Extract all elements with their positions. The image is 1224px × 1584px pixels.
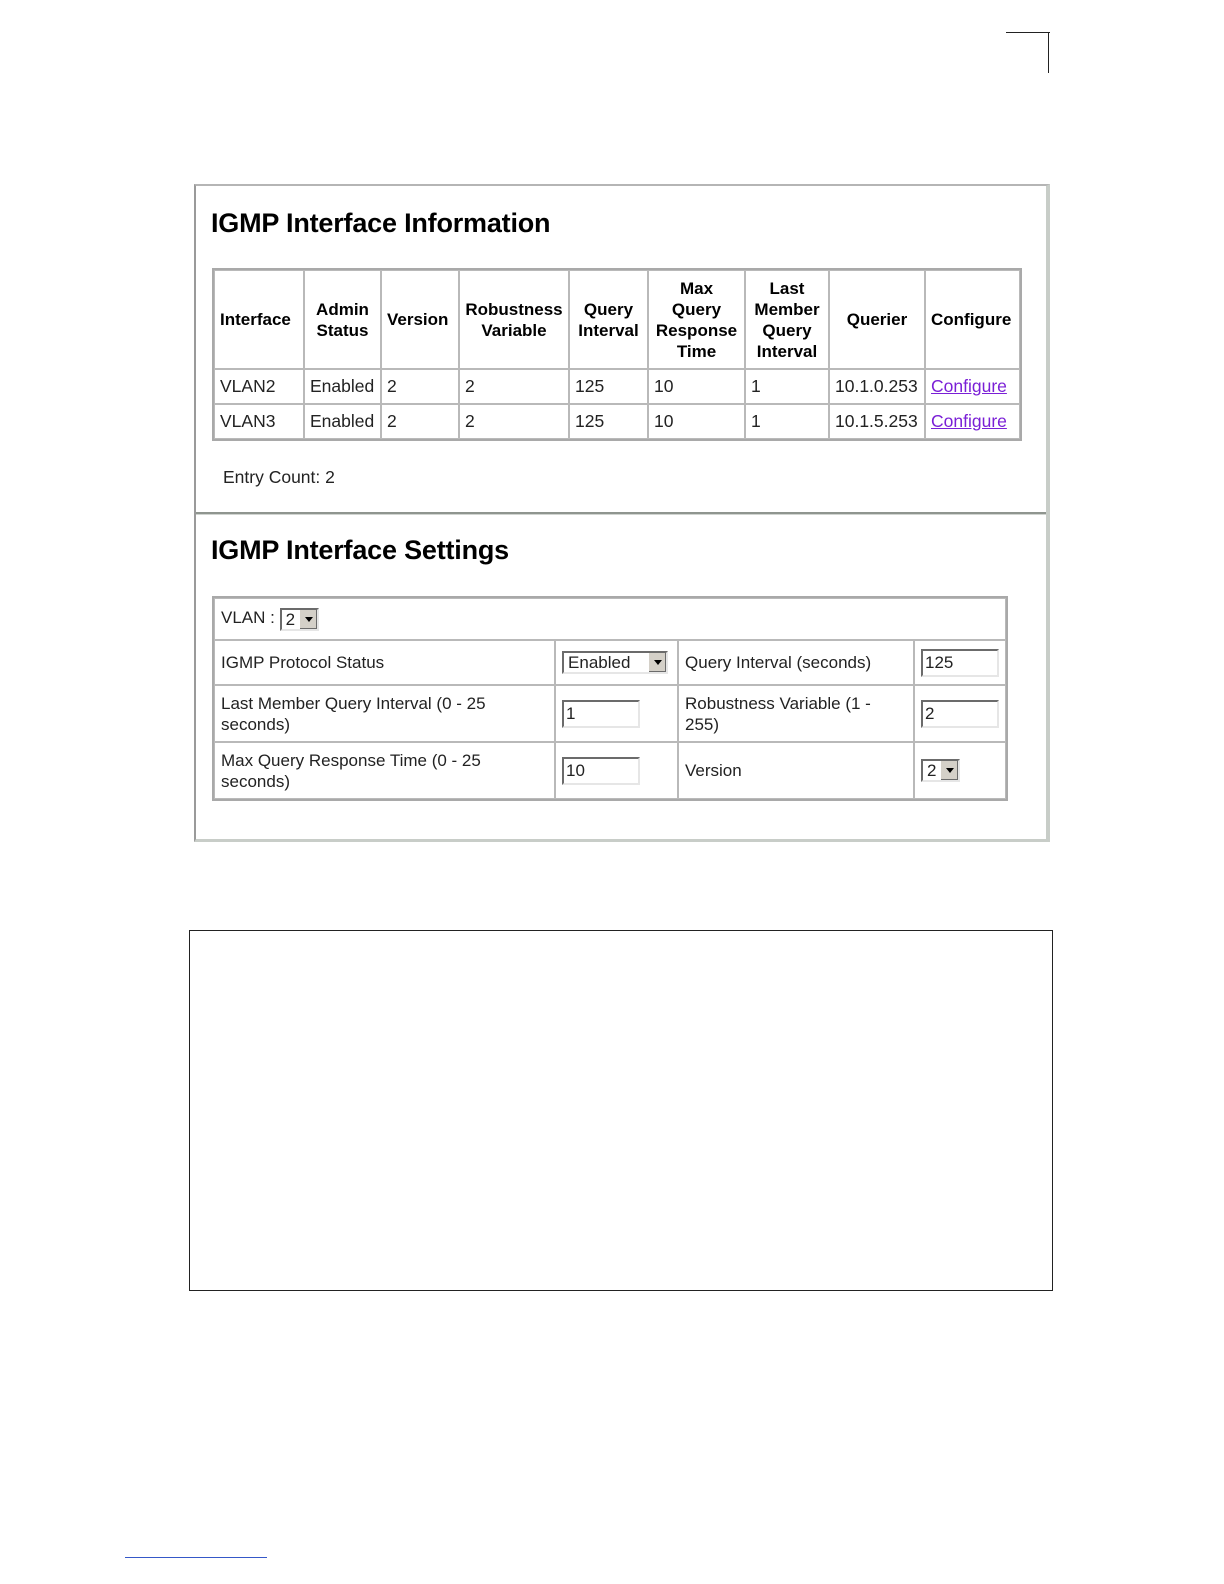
cell-last-member-query: 1 bbox=[745, 404, 829, 439]
robustness-field[interactable]: 2 bbox=[921, 700, 999, 728]
configure-link-vlan3[interactable]: Configure bbox=[931, 411, 1007, 431]
table-row bbox=[214, 404, 1020, 439]
cell-robustness: 2 bbox=[459, 404, 569, 439]
settings-row bbox=[214, 685, 1006, 742]
cell-version: 2 bbox=[381, 404, 459, 439]
footer-rule bbox=[125, 1557, 267, 1558]
col-configure: Configure bbox=[925, 270, 1020, 369]
vlan-select-value: 2 bbox=[285, 609, 296, 629]
cell-robustness: 2 bbox=[459, 369, 569, 404]
igmp-settings-form bbox=[212, 596, 1008, 801]
col-query-interval: Query Interval bbox=[569, 270, 648, 369]
settings-row bbox=[214, 742, 1006, 799]
cell-interface: VLAN3 bbox=[214, 404, 304, 439]
panel-divider bbox=[196, 512, 1046, 515]
vlan-label: VLAN : bbox=[221, 608, 275, 628]
cell-version: 2 bbox=[381, 369, 459, 404]
cell-admin-status: Enabled bbox=[304, 404, 381, 439]
cell-querier: 10.1.0.253 bbox=[829, 369, 925, 404]
query-interval-label: Query Interval (seconds) bbox=[678, 640, 914, 685]
igmp-screenshot bbox=[194, 184, 1050, 842]
col-robustness: Robustness Variable bbox=[459, 270, 569, 369]
cell-max-query-response: 10 bbox=[648, 369, 745, 404]
protocol-status-select[interactable] bbox=[562, 651, 668, 674]
cell-query-interval: 125 bbox=[569, 404, 648, 439]
cell-last-member-query: 1 bbox=[745, 369, 829, 404]
table-row bbox=[214, 369, 1020, 404]
col-querier: Querier bbox=[829, 270, 925, 369]
col-last-member-query: Last Member Query Interval bbox=[745, 270, 829, 369]
settings-title: IGMP Interface Settings bbox=[211, 535, 509, 565]
cell-query-interval: 125 bbox=[569, 369, 648, 404]
version-select[interactable] bbox=[921, 759, 960, 782]
cell-querier: 10.1.5.253 bbox=[829, 404, 925, 439]
vlan-row bbox=[214, 598, 1006, 640]
cell-interface: VLAN2 bbox=[214, 369, 304, 404]
query-interval-field[interactable]: 125 bbox=[921, 649, 999, 677]
col-interface: Interface bbox=[214, 270, 304, 369]
table-header-row bbox=[214, 270, 1020, 369]
info-title: IGMP Interface Information bbox=[211, 208, 551, 238]
vlan-select[interactable] bbox=[280, 608, 319, 631]
chevron-down-icon[interactable] bbox=[299, 610, 317, 629]
configure-link-vlan2[interactable]: Configure bbox=[931, 376, 1007, 396]
max-response-label: Max Query Response Time (0 - 25 seconds) bbox=[214, 742, 555, 799]
max-response-field[interactable]: 10 bbox=[562, 757, 640, 785]
chevron-down-icon[interactable] bbox=[648, 653, 666, 672]
crop-mark-horizontal bbox=[1006, 32, 1050, 33]
entry-count: Entry Count: 2 bbox=[223, 467, 335, 487]
empty-bordered-box bbox=[189, 930, 1053, 1291]
cell-admin-status: Enabled bbox=[304, 369, 381, 404]
last-member-label: Last Member Query Interval (0 - 25 seconds) bbox=[214, 685, 555, 742]
version-select-value: 2 bbox=[927, 761, 937, 780]
protocol-status-label: IGMP Protocol Status bbox=[214, 640, 555, 685]
cell-configure bbox=[925, 404, 1020, 439]
last-member-field[interactable]: 1 bbox=[562, 700, 640, 728]
col-admin-status: Admin Status bbox=[304, 270, 381, 369]
robustness-label: Robustness Variable (1 - 255) bbox=[678, 685, 914, 742]
settings-row bbox=[214, 640, 1006, 685]
igmp-interface-table bbox=[212, 268, 1022, 441]
crop-mark-vertical bbox=[1048, 32, 1049, 73]
col-max-query-response: Max Query Response Time bbox=[648, 270, 745, 369]
cell-max-query-response: 10 bbox=[648, 404, 745, 439]
protocol-status-value: Enabled bbox=[568, 653, 631, 672]
chevron-down-icon[interactable] bbox=[940, 761, 958, 780]
version-label: Version bbox=[678, 742, 914, 799]
col-version: Version bbox=[381, 270, 459, 369]
cell-configure bbox=[925, 369, 1020, 404]
